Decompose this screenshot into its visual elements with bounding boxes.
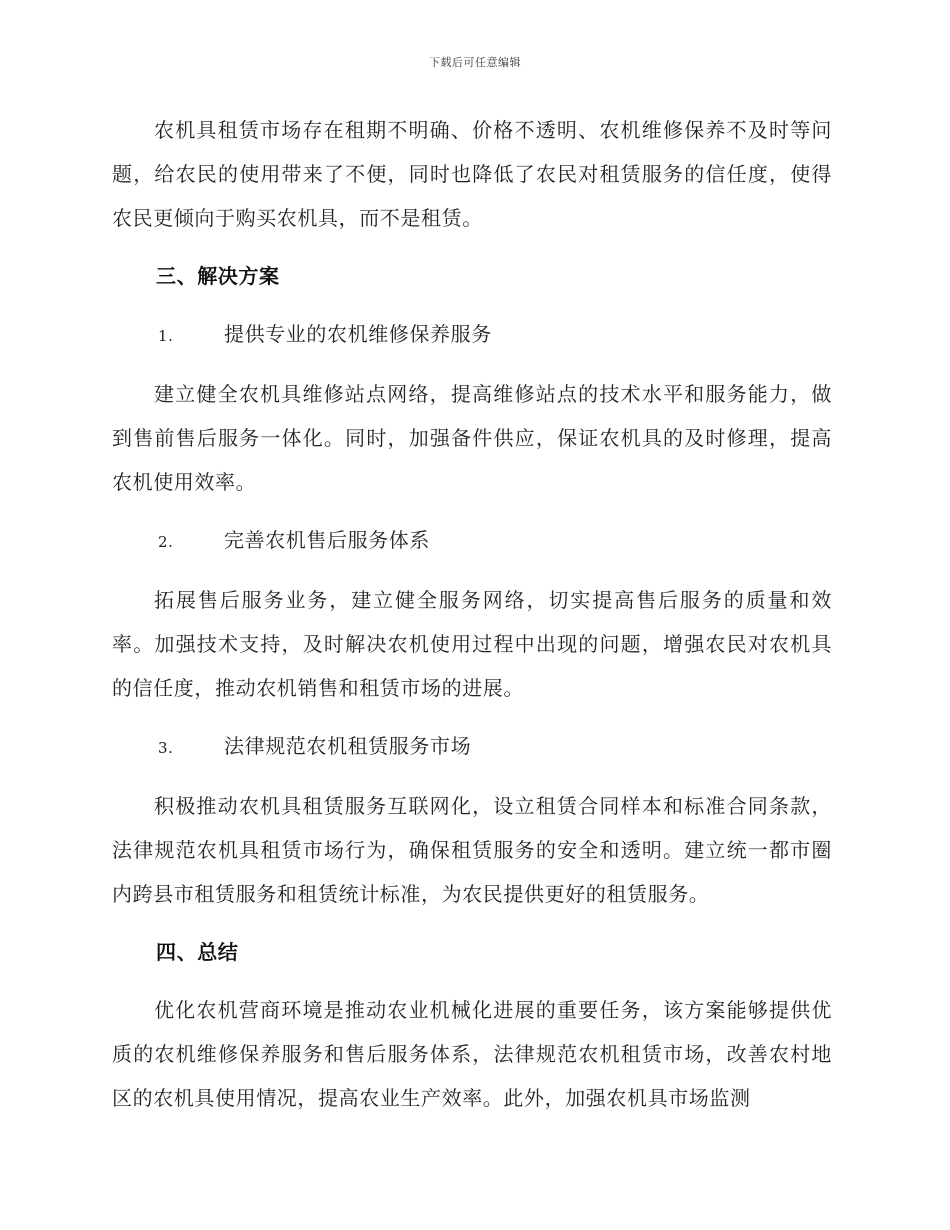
list-item <box>112 312 832 358</box>
paragraph: 拓展售后服务业务，建立健全服务网络，切实提高售后服务的质量和效率。加强技术支持，及时解决农机使用过程中出现的问题，增强农民对农机具的信任度，推动农机销售和租赁市场的进展。 <box>112 588 832 700</box>
paragraph: 积极推动农机具租赁服务互联网化，设立租赁合同样本和标准合同条款，法律规范农机具租赁市场行为，确保租赁服务的安全和透明。建立统一都市圈内跨县市租赁服务和租赁统计标准，为农民提供更好的租赁服务。 <box>112 794 832 906</box>
list-number: 3. <box>158 739 174 757</box>
header-note: 下载后可任意编辑 <box>429 56 521 69</box>
list-item-text: 提供专业的农机维修保养服务 <box>224 322 492 346</box>
paragraph: 农机具租赁市场存在租期不明确、价格不透明、农机维修保养不及时等问题，给农民的使用带来了不便，同时也降低了农民对租赁服务的信任度，使得农民更倾向于购买农机具，而不是租赁。 <box>112 118 832 230</box>
list-item <box>112 518 832 564</box>
list-number: 1. <box>158 327 174 345</box>
document-body <box>112 108 832 1134</box>
section-heading: 四、总结 <box>156 940 239 964</box>
paragraph: 建立健全农机具维修站点网络，提高维修站点的技术水平和服务能力，做到售前售后服务一体化。同时，加强备件供应，保证农机具的及时修理，提高农机使用效率。 <box>112 382 832 494</box>
list-item-text: 法律规范农机租赁服务市场 <box>224 734 472 758</box>
paragraph: 优化农机营商环境是推动农业机械化进展的重要任务，该方案能够提供优质的农机维修保养服务和售后服务体系，法律规范农机租赁市场，改善农村地区的农机具使用情况，提高农业生产效率。此外，加强农机具市场监测 <box>112 998 832 1110</box>
list-item <box>112 724 832 770</box>
list-number: 2. <box>158 533 174 551</box>
section-heading: 三、解决方案 <box>156 264 280 288</box>
list-item-text: 完善农机售后服务体系 <box>224 528 430 552</box>
